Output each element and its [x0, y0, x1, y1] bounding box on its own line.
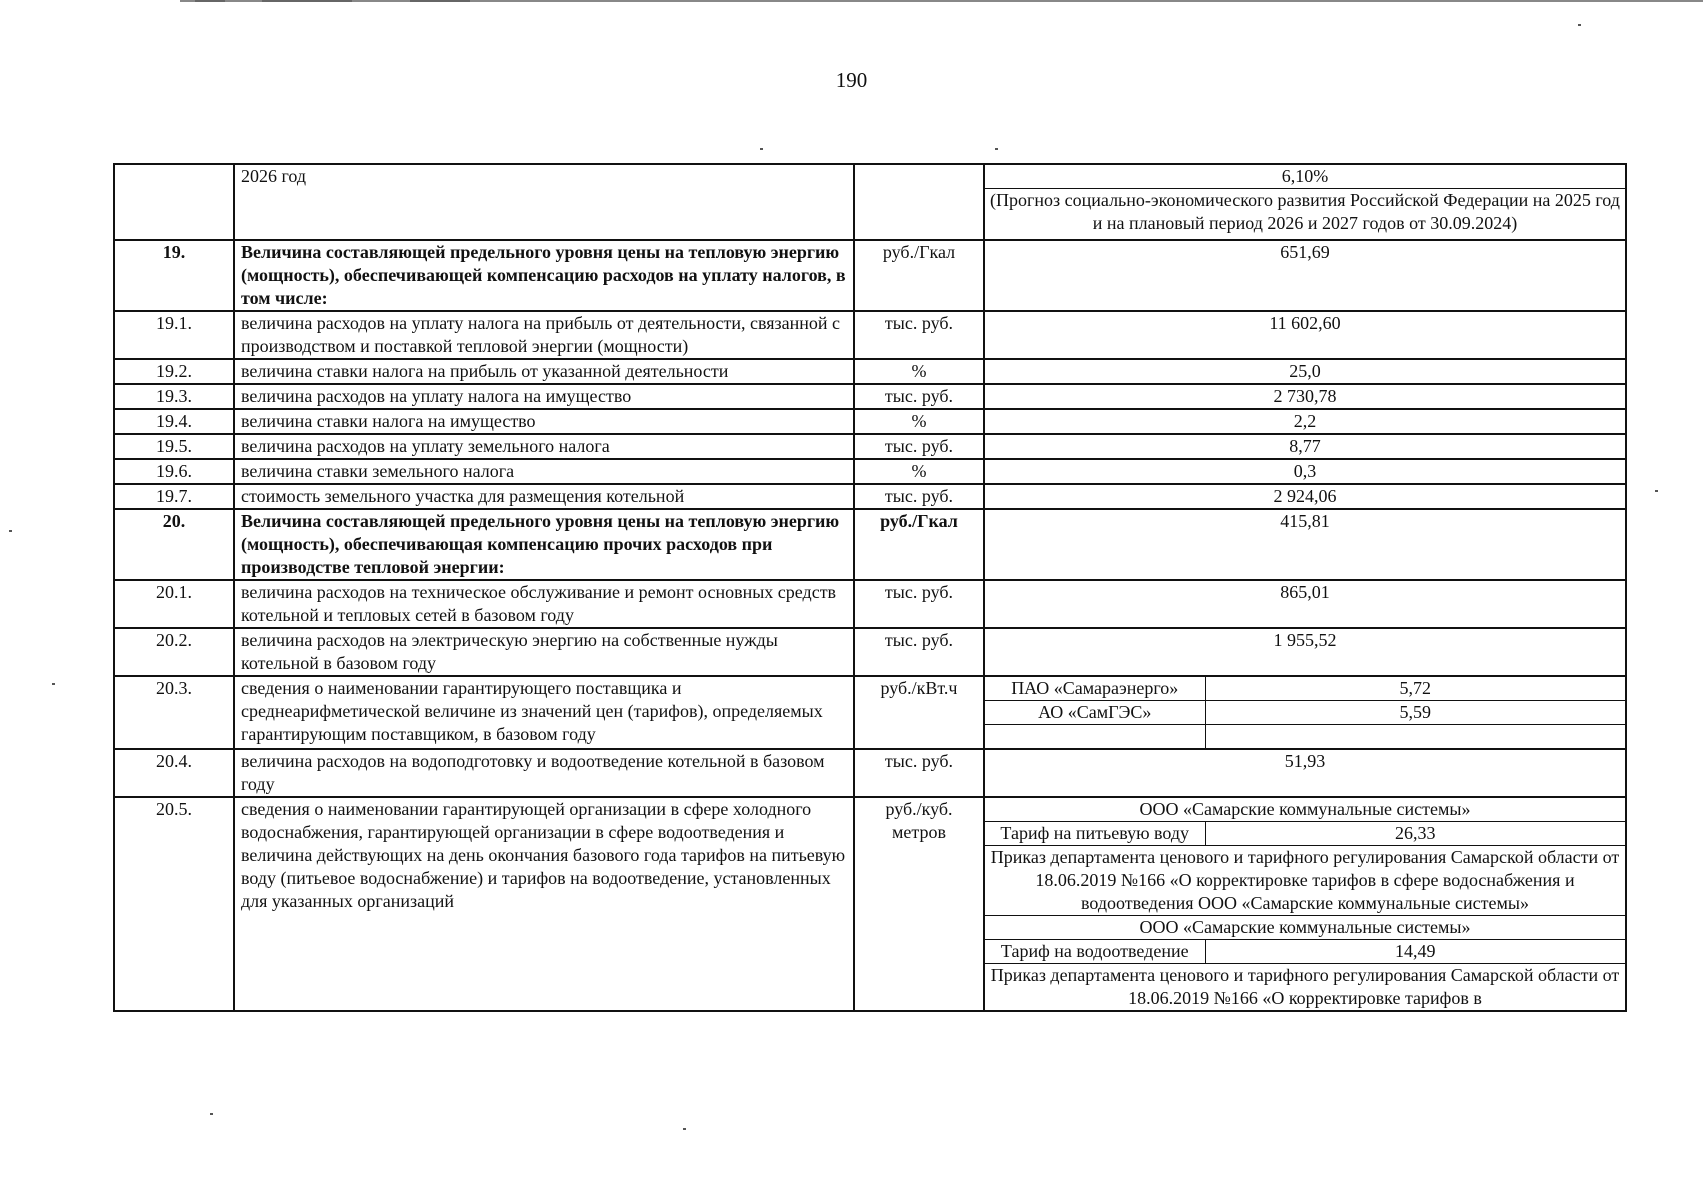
row-number: 19.7. [114, 484, 234, 509]
row-number: 19.2. [114, 359, 234, 384]
scan-speck [995, 148, 998, 150]
order-text: Приказ департамента ценового и тарифного регулирования Самарской области от 18.06.2019 №166 «О корректировке тарифов в [985, 963, 1625, 1010]
table-row [114, 409, 1626, 434]
row-number: 19.4. [114, 409, 234, 434]
tariff-value: 14,49 [1205, 939, 1625, 963]
table-row [114, 459, 1626, 484]
row-description: величина расходов на уплату налога на прибыль от деятельности, связанной с производством и поставкой тепловой энергии (мощности) [234, 311, 854, 359]
forecast-subtable [985, 165, 1625, 235]
row-value: 0,3 [984, 459, 1626, 484]
row-number: 20.5. [114, 797, 234, 1011]
row-unit: руб./Гкал [854, 240, 984, 311]
org-name: ООО «Самарские коммунальные системы» [985, 798, 1625, 822]
row-value: 11 602,60 [984, 311, 1626, 359]
row-description: величина расходов на уплату налога на имущество [234, 384, 854, 409]
row-description: величина расходов на водоподготовку и водоотведение котельной в базовом году [234, 749, 854, 797]
supplier-name: ПАО «Самараэнерго» [985, 677, 1205, 701]
value-cell [984, 164, 1626, 240]
row-number: 20. [114, 509, 234, 580]
row-description: величина расходов на уплату земельного налога [234, 434, 854, 459]
row-description: величина расходов на техническое обслуживание и ремонт основных средств котельной и тепловых сетей в базовом году [234, 580, 854, 628]
row-unit: руб./куб. метров [854, 797, 984, 1011]
row-value: 1 955,52 [984, 628, 1626, 676]
row-description: величина расходов на электрическую энергию на собственные нужды котельной в базовом году [234, 628, 854, 676]
supplier-name: АО «СамГЭС» [985, 701, 1205, 725]
scan-mark [410, 0, 470, 2]
tariff-label: Тариф на водоотведение [985, 939, 1205, 963]
row-unit: тыс. руб. [854, 580, 984, 628]
scan-speck [760, 148, 763, 150]
forecast-value: 6,10% [985, 165, 1625, 189]
row-unit: руб./Гкал [854, 509, 984, 580]
table-row [114, 580, 1626, 628]
water-org-cell [984, 797, 1626, 1011]
row-unit: % [854, 409, 984, 434]
table-row [114, 676, 1626, 749]
table-row [114, 484, 1626, 509]
scan-edge-line [180, 0, 1703, 4]
scan-speck [1578, 24, 1581, 26]
table-row [114, 311, 1626, 359]
row-value: 8,77 [984, 434, 1626, 459]
scan-mark [195, 0, 225, 2]
row-value: 25,0 [984, 359, 1626, 384]
table-row [114, 434, 1626, 459]
row-unit: тыс. руб. [854, 311, 984, 359]
row-value: 865,01 [984, 580, 1626, 628]
row-unit: % [854, 459, 984, 484]
supplier-subtable [985, 677, 1625, 748]
row-number: 20.3. [114, 676, 234, 749]
row-description: стоимость земельного участка для размещения котельной [234, 484, 854, 509]
year-cell: 2026 год [234, 164, 854, 240]
tariff-value: 26,33 [1205, 821, 1625, 845]
scan-speck [9, 530, 12, 532]
page-number: 190 [835, 68, 868, 92]
row-unit: тыс. руб. [854, 434, 984, 459]
row-description: сведения о наименовании гарантирующего поставщика и среднеарифметической величине из значений цен (тарифов), определяемых гарантирующим поставщиком, в базовом году [234, 676, 854, 749]
row-description: Величина составляющей предельного уровня цены на тепловую энергию (мощность), обеспечивающей компенсацию расходов на уплату налогов, в том числе: [234, 240, 854, 311]
org-name: ООО «Самарские коммунальные системы» [985, 915, 1625, 939]
row-unit: тыс. руб. [854, 749, 984, 797]
row-number: 20.1. [114, 580, 234, 628]
row-value: 2 924,06 [984, 484, 1626, 509]
empty-cell [985, 725, 1205, 748]
row-number: 19.3. [114, 384, 234, 409]
row-description: величина ставки налога на имущество [234, 409, 854, 434]
row-number-cell [114, 164, 234, 240]
row-number: 19.6. [114, 459, 234, 484]
row-value: 415,81 [984, 509, 1626, 580]
tariff-label: Тариф на питьевую воду [985, 821, 1205, 845]
table-row [114, 509, 1626, 580]
scan-speck [683, 1128, 686, 1130]
supplier-cell [984, 676, 1626, 749]
row-unit: % [854, 359, 984, 384]
empty-cell [1205, 725, 1625, 748]
table-row [114, 240, 1626, 311]
row-unit: тыс. руб. [854, 628, 984, 676]
scan-speck [210, 1113, 213, 1115]
forecast-note: (Прогноз социально-экономического развития Российской Федерации на 2025 год и на плановый период 2026 и 2027 годов от 30.09.2024) [985, 189, 1625, 236]
row-unit: тыс. руб. [854, 384, 984, 409]
row-number: 19.1. [114, 311, 234, 359]
row-number: 19.5. [114, 434, 234, 459]
scan-speck [52, 683, 55, 685]
tariff-table [113, 163, 1627, 1012]
supplier-price: 5,59 [1205, 701, 1625, 725]
table-row [114, 628, 1626, 676]
row-unit: тыс. руб. [854, 484, 984, 509]
row-description: величина ставки налога на прибыль от указанной деятельности [234, 359, 854, 384]
row-number: 20.4. [114, 749, 234, 797]
table-row [114, 359, 1626, 384]
row-value: 2,2 [984, 409, 1626, 434]
row-description: сведения о наименовании гарантирующей организации в сфере холодного водоснабжения, гарантирующей организации в сфере водоотведения и величина действующих на день окончания базового года тарифов на питьевую воду (питьевое водоснабжение) и тарифов на водоотведение, установленных для указанных организаций [234, 797, 854, 1011]
row-value: 51,93 [984, 749, 1626, 797]
table-row [114, 797, 1626, 1011]
unit-cell [854, 164, 984, 240]
supplier-price: 5,72 [1205, 677, 1625, 701]
row-value: 2 730,78 [984, 384, 1626, 409]
order-text: Приказ департамента ценового и тарифного регулирования Самарской области от 18.06.2019 №166 «О корректировке тарифов в сфере водоснабжения и водоотведения ООО «Самарские коммунальные системы» [985, 845, 1625, 915]
scan-speck [1655, 490, 1658, 492]
table-row [114, 749, 1626, 797]
table-row [114, 164, 1626, 240]
row-description: Величина составляющей предельного уровня цены на тепловую энергию (мощность), обеспечивающая компенсацию прочих расходов при производстве тепловой энергии: [234, 509, 854, 580]
scan-mark [262, 0, 352, 2]
table-row [114, 384, 1626, 409]
row-value: 651,69 [984, 240, 1626, 311]
row-number: 19. [114, 240, 234, 311]
water-org-subtable [985, 798, 1625, 1010]
row-number: 20.2. [114, 628, 234, 676]
row-unit: руб./кВт.ч [854, 676, 984, 749]
row-description: величина ставки земельного налога [234, 459, 854, 484]
